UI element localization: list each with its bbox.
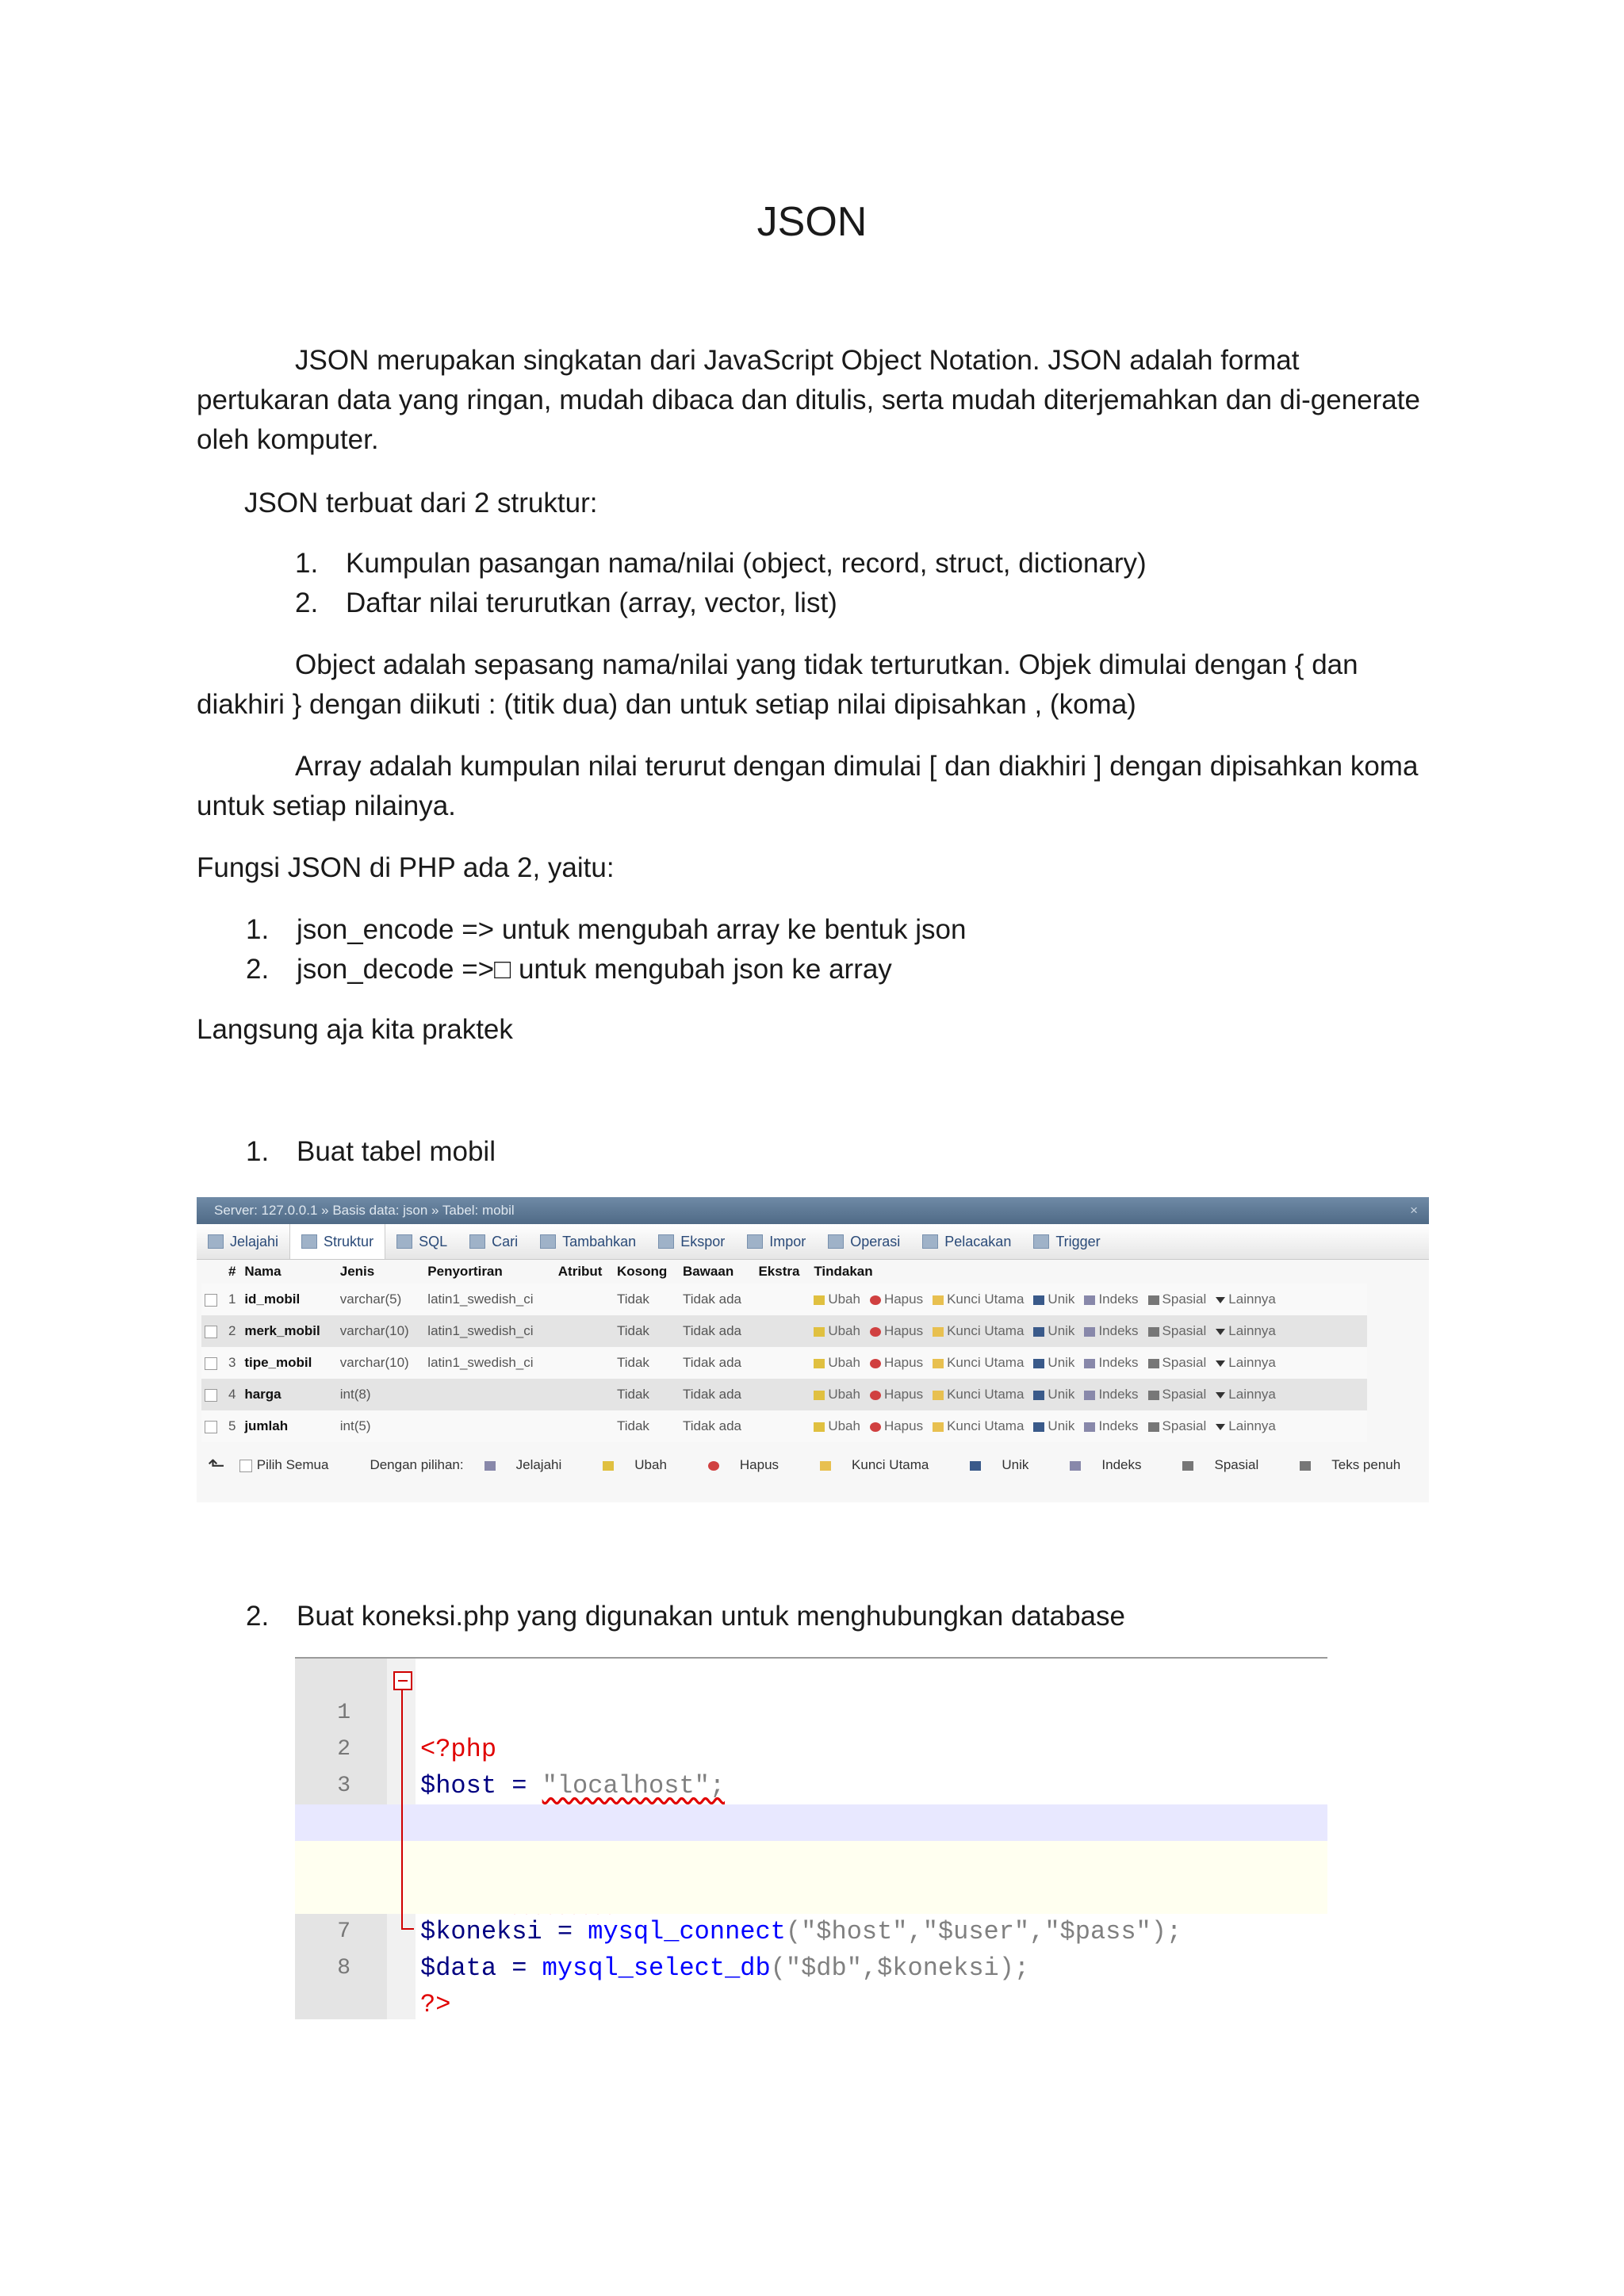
index-action[interactable]: Indeks bbox=[1084, 1355, 1138, 1370]
tab-impor[interactable]: Impor bbox=[736, 1224, 817, 1259]
structure-icon bbox=[301, 1234, 317, 1249]
chevron-down-icon bbox=[1216, 1360, 1225, 1367]
chevron-down-icon bbox=[1216, 1329, 1225, 1335]
structure-table bbox=[201, 1260, 1367, 1442]
phpmyadmin-screenshot bbox=[197, 1197, 1429, 1502]
spatial-action[interactable]: Spasial bbox=[1148, 1418, 1207, 1433]
unique-action[interactable]: Unik bbox=[1033, 1418, 1074, 1433]
column-header: Ekstra bbox=[758, 1264, 800, 1279]
index-icon bbox=[1084, 1327, 1095, 1337]
column-header: Kosong bbox=[616, 1264, 668, 1279]
export-icon bbox=[658, 1234, 674, 1249]
code-line: 7 $data = mysql_select_db("$db",$koneksi); bbox=[295, 1877, 1327, 1914]
row-actions bbox=[810, 1347, 1367, 1379]
index-icon bbox=[1084, 1391, 1095, 1400]
bulk-delete[interactable]: Hapus bbox=[708, 1457, 799, 1473]
tab-bar bbox=[197, 1224, 1429, 1260]
unique-icon bbox=[1033, 1359, 1044, 1368]
trigger-icon bbox=[1033, 1234, 1049, 1249]
delete-icon bbox=[870, 1327, 881, 1337]
code-line: 1 <?php bbox=[337, 1701, 497, 1764]
breadcrumb: Server: 127.0.0.1 » Basis data: json » Tabel: mobil × bbox=[197, 1197, 1429, 1224]
functions-heading: Fungsi JSON di PHP ada 2, yaitu: bbox=[197, 852, 615, 883]
browse-icon bbox=[208, 1234, 224, 1249]
unique-icon bbox=[1033, 1391, 1044, 1400]
chevron-down-icon bbox=[1216, 1297, 1225, 1303]
edit-action[interactable]: Ubah bbox=[814, 1355, 860, 1370]
row-checkbox[interactable] bbox=[205, 1294, 217, 1307]
row-actions bbox=[810, 1284, 1367, 1315]
list-item: 1. Kumpulan pasangan nama/nilai (object, record, struct, dictionary) bbox=[295, 548, 1147, 579]
chevron-down-icon bbox=[1216, 1424, 1225, 1430]
tab-ekspor[interactable]: Ekspor bbox=[647, 1224, 736, 1259]
tab-jelajahi[interactable]: Jelajahi bbox=[197, 1224, 289, 1259]
tab-struktur[interactable]: Struktur bbox=[289, 1224, 385, 1259]
spatial-icon bbox=[1148, 1359, 1159, 1368]
step-1: 1. Buat tabel mobil bbox=[246, 1136, 496, 1167]
search-icon bbox=[469, 1234, 485, 1249]
column-header: Tindakan bbox=[814, 1264, 873, 1279]
tab-operasi[interactable]: Operasi bbox=[817, 1224, 911, 1259]
select-all[interactable]: Pilih Semua bbox=[239, 1457, 350, 1473]
table-row: 1 id_mobil varchar(5) latin1_swedish_ci Tidak Tidak ada Ubah Hapus Kunci Utama Unik Indeks Spasial Lainnya bbox=[201, 1284, 1367, 1315]
bulk-spatial[interactable]: Spasial bbox=[1182, 1457, 1279, 1473]
index-icon bbox=[1070, 1461, 1081, 1471]
primary-key-action[interactable]: Kunci Utama bbox=[933, 1418, 1024, 1433]
code-line: 8 ?> bbox=[337, 1956, 451, 2019]
unique-icon bbox=[1033, 1327, 1044, 1337]
column-header: Bawaan bbox=[682, 1264, 734, 1279]
functions-list bbox=[246, 910, 966, 989]
index-action[interactable]: Indeks bbox=[1084, 1418, 1138, 1433]
index-action[interactable]: Indeks bbox=[1084, 1387, 1138, 1402]
row-actions bbox=[810, 1379, 1367, 1410]
delete-icon bbox=[870, 1391, 881, 1400]
list-item: 2. json_decode =>□ untuk mengubah json ke array bbox=[246, 954, 892, 985]
spatial-action[interactable]: Spasial bbox=[1148, 1355, 1207, 1370]
key-icon bbox=[933, 1359, 944, 1368]
table-row: 3 tipe_mobil varchar(10) latin1_swedish_ci Tidak Tidak ada Ubah Hapus Kunci Utama Unik Indeks Spasial Lainnya bbox=[201, 1347, 1367, 1379]
chevron-down-icon bbox=[1216, 1392, 1225, 1399]
pencil-icon bbox=[814, 1359, 825, 1368]
table-row: 4 harga int(8) Tidak Tidak ada Ubah Hapus Kunci Utama Unik Indeks Spasial Lainnya bbox=[201, 1379, 1367, 1410]
edit-action[interactable]: Ubah bbox=[814, 1387, 860, 1402]
unique-icon bbox=[1033, 1295, 1044, 1305]
unique-icon bbox=[970, 1461, 981, 1471]
unique-action[interactable]: Unik bbox=[1033, 1292, 1074, 1307]
primary-key-action[interactable]: Kunci Utama bbox=[933, 1323, 1024, 1338]
bulk-browse[interactable]: Jelajahi bbox=[485, 1457, 583, 1473]
bulk-unique[interactable]: Unik bbox=[970, 1457, 1049, 1473]
fold-toggle-icon[interactable] bbox=[393, 1671, 412, 1690]
arrow-up-icon: ⬑ bbox=[208, 1452, 225, 1477]
page-title: JSON bbox=[756, 199, 868, 245]
spatial-icon bbox=[1148, 1391, 1159, 1400]
delete-action[interactable]: Hapus bbox=[870, 1323, 923, 1338]
column-header: Nama bbox=[244, 1264, 282, 1279]
pencil-icon bbox=[814, 1422, 825, 1432]
spatial-action[interactable]: Spasial bbox=[1148, 1292, 1207, 1307]
key-icon bbox=[933, 1327, 944, 1337]
fulltext-icon bbox=[1300, 1461, 1311, 1471]
more-action[interactable]: Lainnya bbox=[1216, 1387, 1276, 1402]
tab-pelacakan[interactable]: Pelacakan bbox=[911, 1224, 1022, 1259]
column-header: Atribut bbox=[557, 1264, 603, 1279]
pencil-icon bbox=[814, 1391, 825, 1400]
more-action[interactable]: Lainnya bbox=[1216, 1355, 1276, 1370]
import-icon bbox=[747, 1234, 763, 1249]
delete-icon bbox=[870, 1295, 881, 1305]
row-checkbox[interactable] bbox=[205, 1421, 217, 1433]
structure-list bbox=[295, 544, 1147, 623]
primary-key-action[interactable]: Kunci Utama bbox=[933, 1387, 1024, 1402]
primary-key-action[interactable]: Kunci Utama bbox=[933, 1292, 1024, 1307]
code-line bbox=[295, 1768, 1327, 1804]
index-icon bbox=[1084, 1422, 1095, 1432]
edit-action[interactable]: Ubah bbox=[814, 1323, 860, 1338]
bulk-actions bbox=[197, 1447, 1429, 1483]
unique-icon bbox=[1033, 1422, 1044, 1432]
key-icon bbox=[820, 1461, 831, 1471]
row-checkbox[interactable] bbox=[205, 1326, 217, 1338]
spatial-icon bbox=[1148, 1327, 1159, 1337]
bulk-primary-key[interactable]: Kunci Utama bbox=[820, 1457, 949, 1473]
list-item: 2. Daftar nilai terurutkan (array, vector, list) bbox=[295, 587, 837, 618]
delete-icon bbox=[708, 1461, 719, 1471]
delete-action[interactable]: Hapus bbox=[870, 1292, 923, 1307]
tab-cari[interactable]: Cari bbox=[458, 1224, 529, 1259]
edit-action[interactable]: Ubah bbox=[814, 1418, 860, 1433]
row-actions bbox=[810, 1410, 1367, 1442]
spatial-icon bbox=[1182, 1461, 1193, 1471]
primary-key-action[interactable]: Kunci Utama bbox=[933, 1355, 1024, 1370]
column-header: Penyortiran bbox=[427, 1264, 503, 1279]
delete-action[interactable]: Hapus bbox=[870, 1418, 923, 1433]
tab-sql[interactable]: SQL bbox=[385, 1224, 458, 1259]
step-2: 2. Buat koneksi.php yang digunakan untuk menghubungkan database bbox=[246, 1601, 1125, 1632]
array-description: Array adalah kumpulan nilai terurut dengan dimulai [ dan diakhiri ] dengan dipisahkan koma untuk setiap nilainya. bbox=[197, 751, 1419, 821]
browse-icon bbox=[485, 1461, 496, 1471]
key-icon bbox=[933, 1391, 944, 1400]
with-selected-label: Dengan pilihan: bbox=[370, 1457, 464, 1472]
row-actions bbox=[810, 1315, 1367, 1347]
sql-icon bbox=[396, 1234, 412, 1249]
code-line: $koneksi = mysql_connect("$host","$user","$pass"); bbox=[295, 1841, 1327, 1877]
select-all-checkbox bbox=[239, 1460, 252, 1472]
row-checkbox[interactable] bbox=[205, 1357, 217, 1370]
spatial-action[interactable]: Spasial bbox=[1148, 1323, 1207, 1338]
structure-heading: JSON terbuat dari 2 struktur: bbox=[244, 488, 598, 519]
column-header: # bbox=[228, 1264, 236, 1279]
index-icon bbox=[1084, 1359, 1095, 1368]
object-description: Object adalah sepasang nama/nilai yang tidak terturutkan. Objek dimulai dengan { dan diakhiri } dengan diikuti : (titik dua) dan untuk setiap nilai dipisahkan , (koma) bbox=[197, 649, 1358, 720]
delete-action[interactable]: Hapus bbox=[870, 1355, 923, 1370]
fold-end bbox=[401, 1928, 414, 1930]
bulk-fulltext[interactable]: Teks penuh bbox=[1300, 1457, 1421, 1473]
more-action[interactable]: Lainnya bbox=[1216, 1418, 1276, 1433]
bulk-index[interactable]: Indeks bbox=[1070, 1457, 1162, 1473]
unique-action[interactable]: Unik bbox=[1033, 1355, 1074, 1370]
practice-text: Langsung aja kita praktek bbox=[197, 1014, 513, 1045]
tab-trigger[interactable]: Trigger bbox=[1022, 1224, 1111, 1259]
code-editor bbox=[295, 1657, 1327, 2019]
unique-action[interactable]: Unik bbox=[1033, 1387, 1074, 1402]
delete-action[interactable]: Hapus bbox=[870, 1387, 923, 1402]
index-action[interactable]: Indeks bbox=[1084, 1323, 1138, 1338]
edit-action[interactable]: Ubah bbox=[814, 1292, 860, 1307]
unique-action[interactable]: Unik bbox=[1033, 1323, 1074, 1338]
tracking-icon bbox=[922, 1234, 938, 1249]
more-action[interactable]: Lainnya bbox=[1216, 1323, 1276, 1338]
code-line: 2 $host = "localhost"; bbox=[337, 1737, 726, 1800]
column-header: Jenis bbox=[339, 1264, 375, 1279]
code-line: 3 bbox=[337, 1774, 350, 1798]
spatial-action[interactable]: Spasial bbox=[1148, 1387, 1207, 1402]
code-line-current bbox=[295, 1804, 1327, 1841]
list-item: 1. json_encode => untuk mengubah array ke bentuk json bbox=[246, 914, 967, 945]
bulk-edit[interactable]: Ubah bbox=[603, 1457, 688, 1473]
wrench-icon bbox=[828, 1234, 844, 1249]
index-action[interactable]: Indeks bbox=[1084, 1292, 1138, 1307]
spatial-icon bbox=[1148, 1422, 1159, 1432]
insert-icon bbox=[540, 1234, 556, 1249]
tab-tambahkan[interactable]: Tambahkan bbox=[529, 1224, 647, 1259]
pencil-icon bbox=[603, 1461, 614, 1471]
row-checkbox[interactable] bbox=[205, 1389, 217, 1402]
close-icon[interactable]: × bbox=[1410, 1203, 1418, 1218]
key-icon bbox=[933, 1295, 944, 1305]
more-action[interactable]: Lainnya bbox=[1216, 1292, 1276, 1307]
pencil-icon bbox=[814, 1327, 825, 1337]
pencil-icon bbox=[814, 1295, 825, 1305]
fold-line bbox=[401, 1690, 403, 1930]
table-row: 2 merk_mobil varchar(10) latin1_swedish_ci Tidak Tidak ada Ubah Hapus Kunci Utama Unik Indeks Spasial Lainnya bbox=[201, 1315, 1367, 1347]
intro-paragraph: JSON merupakan singkatan dari JavaScript Object Notation. JSON adalah format pertukaran data yang ringan, mudah dibaca dan ditulis, serta mudah diterjemahkan dan di-generate oleh komputer. bbox=[197, 345, 1420, 455]
index-icon bbox=[1084, 1295, 1095, 1305]
key-icon bbox=[933, 1422, 944, 1432]
delete-icon bbox=[870, 1359, 881, 1368]
spatial-icon bbox=[1148, 1295, 1159, 1305]
table-row: 5 jumlah int(5) Tidak Tidak ada Ubah Hapus Kunci Utama Unik Indeks Spasial Lainnya bbox=[201, 1410, 1367, 1442]
delete-icon bbox=[870, 1422, 881, 1432]
